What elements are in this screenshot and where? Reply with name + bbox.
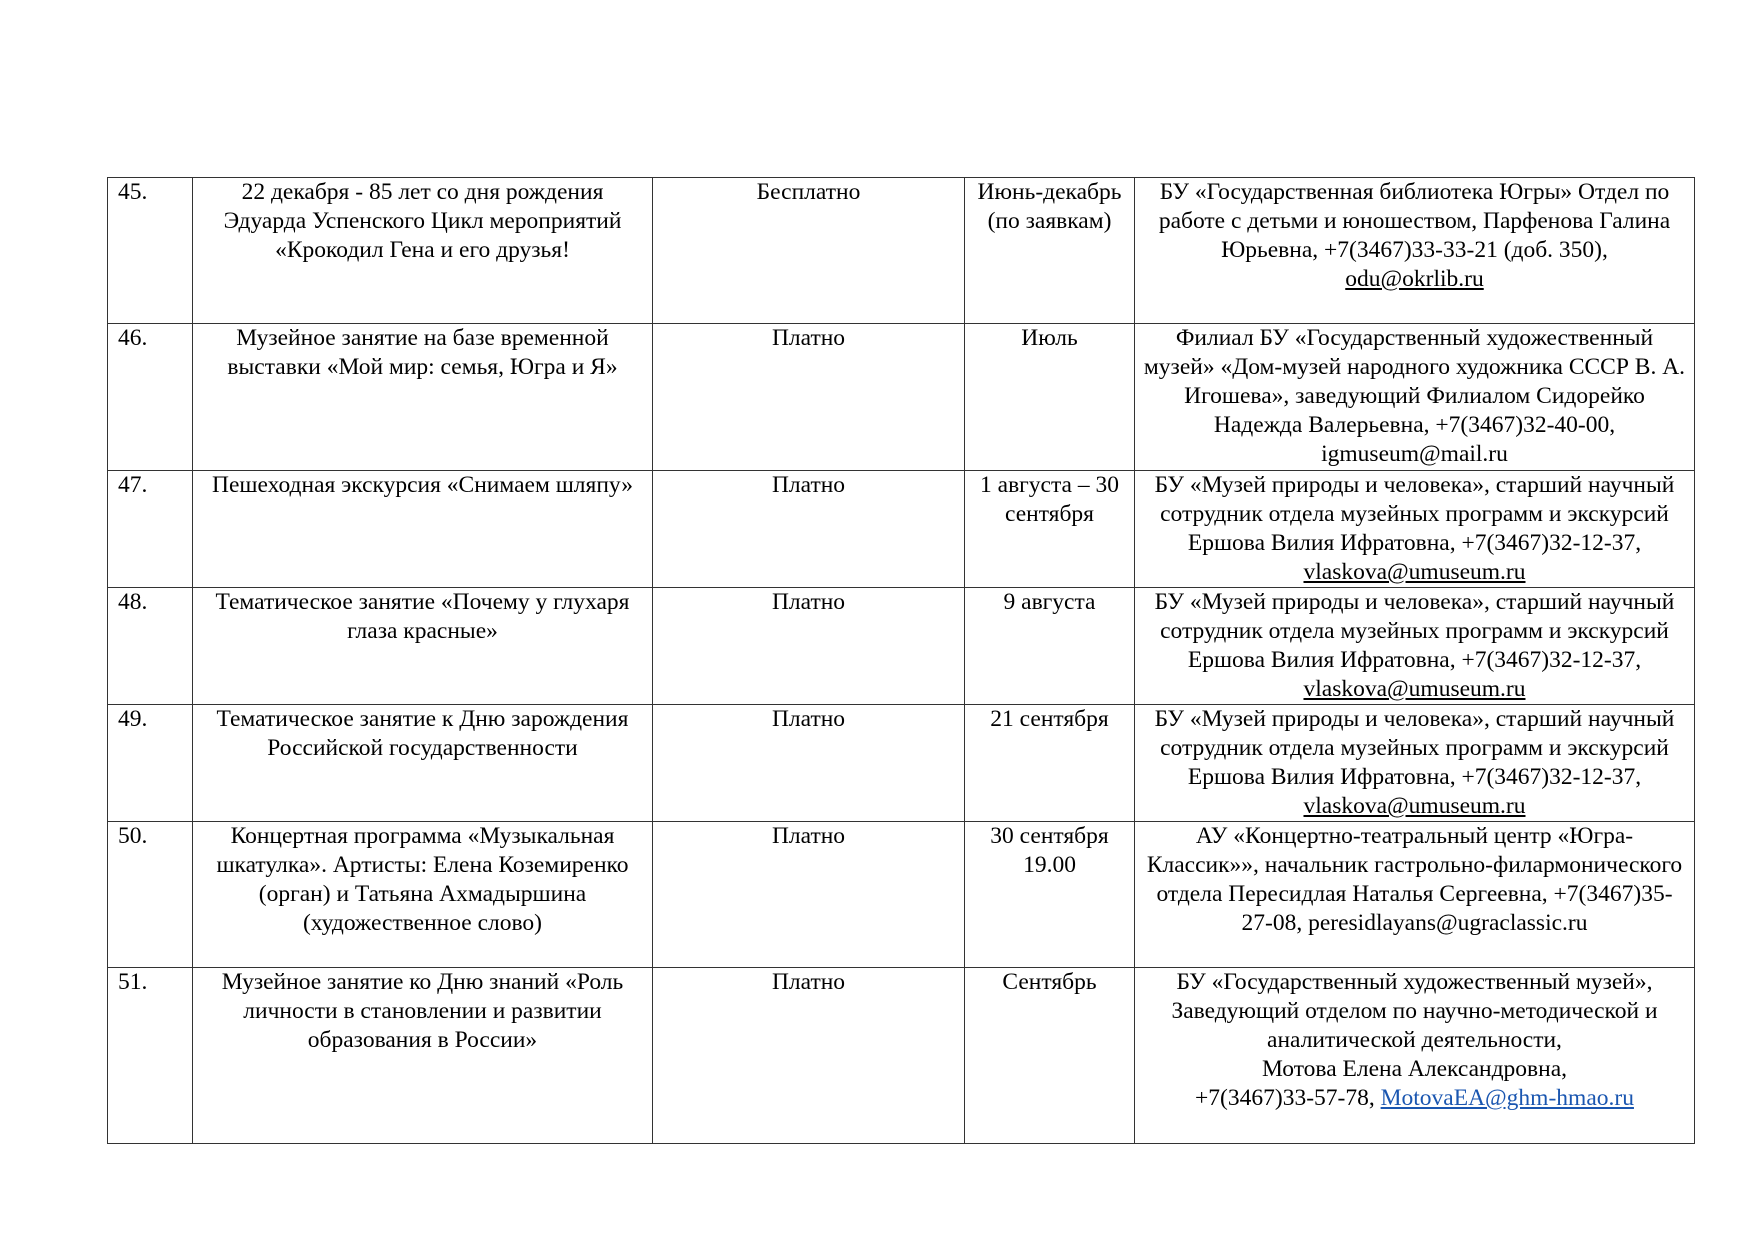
event-title: Музейное занятие на базе временной выставки «Мой мир: семья, Югра и Я» <box>193 324 653 471</box>
contact-text: БУ «Государственный художественный музей», Заведующий отделом по научно-методической и аналитической деятельности, <box>1171 969 1658 1053</box>
price-status: Бесплатно <box>653 178 965 324</box>
row-number: 46. <box>108 324 193 471</box>
event-date: Сентябрь <box>965 968 1135 1144</box>
contact-text: БУ «Музей природы и человека», старший научный сотрудник отдела музейных программ и экскурсий Ершова Вилия Ифратовна, +7(3467)32-12-37, <box>1154 472 1675 556</box>
table-row <box>108 178 1695 324</box>
event-title: Тематическое занятие к Дню зарождения Российской государственности <box>193 705 653 822</box>
contact-text: БУ «Музей природы и человека», старший научный сотрудник отдела музейных программ и экскурсий Ершова Вилия Ифратовна, +7(3467)32-12-37, <box>1154 589 1675 673</box>
event-title: Концертная программа «Музыкальная шкатулка». Артисты: Елена Коземиренко (орган) и Татьяна Ахмадыршина (художественное слово) <box>193 822 653 968</box>
table-row <box>108 705 1695 822</box>
contact-cell <box>1135 968 1695 1144</box>
price-status: Платно <box>653 324 965 471</box>
contact-text: АУ «Концертно-театральный центр «Югра-Классик»», начальник гастрольно-филармонического отдела Пересидлая Наталья Сергеевна, +7(3467)35-27-08, peresidlayans@ugraclassic.ru <box>1146 823 1683 936</box>
row-number: 47. <box>108 471 193 588</box>
row-number: 48. <box>108 588 193 705</box>
contact-text: Мотова Елена Александровна, <box>1261 1056 1568 1082</box>
price-status: Платно <box>653 705 965 822</box>
row-number: 50. <box>108 822 193 968</box>
contact-cell <box>1135 588 1695 705</box>
events-table <box>107 177 1695 1144</box>
contact-text: БУ «Музей природы и человека», старший научный сотрудник отдела музейных программ и экскурсий Ершова Вилия Ифратовна, +7(3467)32-12-37, <box>1154 706 1675 790</box>
price-status: Платно <box>653 968 965 1144</box>
event-date: 9 августа <box>965 588 1135 705</box>
table-row <box>108 822 1695 968</box>
event-title: Пешеходная экскурсия «Снимаем шляпу» <box>193 471 653 588</box>
event-date: Июль <box>965 324 1135 471</box>
contact-text: +7(3467)33-57-78, <box>1195 1085 1381 1111</box>
event-title: Тематическое занятие «Почему у глухаря глаза красные» <box>193 588 653 705</box>
contact-cell <box>1135 822 1695 968</box>
contact-text: БУ «Государственная библиотека Югры» Отдел по работе с детьми и юношеством, Парфенова Галина Юрьевна, +7(3467)33-33-21 (доб. 350), <box>1158 179 1671 263</box>
email-link[interactable]: vlaskova@umuseum.ru <box>1303 676 1526 702</box>
email-link[interactable]: odu@okrlib.ru <box>1345 266 1484 292</box>
row-number: 45. <box>108 178 193 324</box>
email-link[interactable]: vlaskova@umuseum.ru <box>1303 793 1526 819</box>
price-status: Платно <box>653 822 965 968</box>
event-date: 1 августа – 30 сентября <box>965 471 1135 588</box>
contact-cell <box>1135 178 1695 324</box>
contact-text: Филиал БУ «Государственный художественный музей» «Дом-музей народного художника СССР В. А. Игошева», заведующий Филиалом Сидорейко Надежда Валерьевна, +7(3467)32-40-00, igmuseum@mail.ru <box>1143 325 1686 467</box>
email-link[interactable]: vlaskova@umuseum.ru <box>1303 559 1526 585</box>
table-row <box>108 324 1695 471</box>
row-number: 51. <box>108 968 193 1144</box>
events-table-body <box>108 178 1695 1144</box>
table-row <box>108 968 1695 1144</box>
event-date: Июнь-декабрь (по заявкам) <box>965 178 1135 324</box>
event-date: 30 сентября 19.00 <box>965 822 1135 968</box>
contact-cell <box>1135 705 1695 822</box>
contact-cell <box>1135 471 1695 588</box>
table-row <box>108 588 1695 705</box>
event-title: Музейное занятие ко Дню знаний «Роль личности в становлении и развитии образования в России» <box>193 968 653 1144</box>
row-number: 49. <box>108 705 193 822</box>
table-row <box>108 471 1695 588</box>
price-status: Платно <box>653 588 965 705</box>
event-title: 22 декабря - 85 лет со дня рождения Эдуарда Успенского Цикл мероприятий «Крокодил Гена и его друзья! <box>193 178 653 324</box>
contact-cell <box>1135 324 1695 471</box>
email-link[interactable]: MotovaEA@ghm-hmao.ru <box>1380 1085 1634 1111</box>
price-status: Платно <box>653 471 965 588</box>
event-date: 21 сентября <box>965 705 1135 822</box>
